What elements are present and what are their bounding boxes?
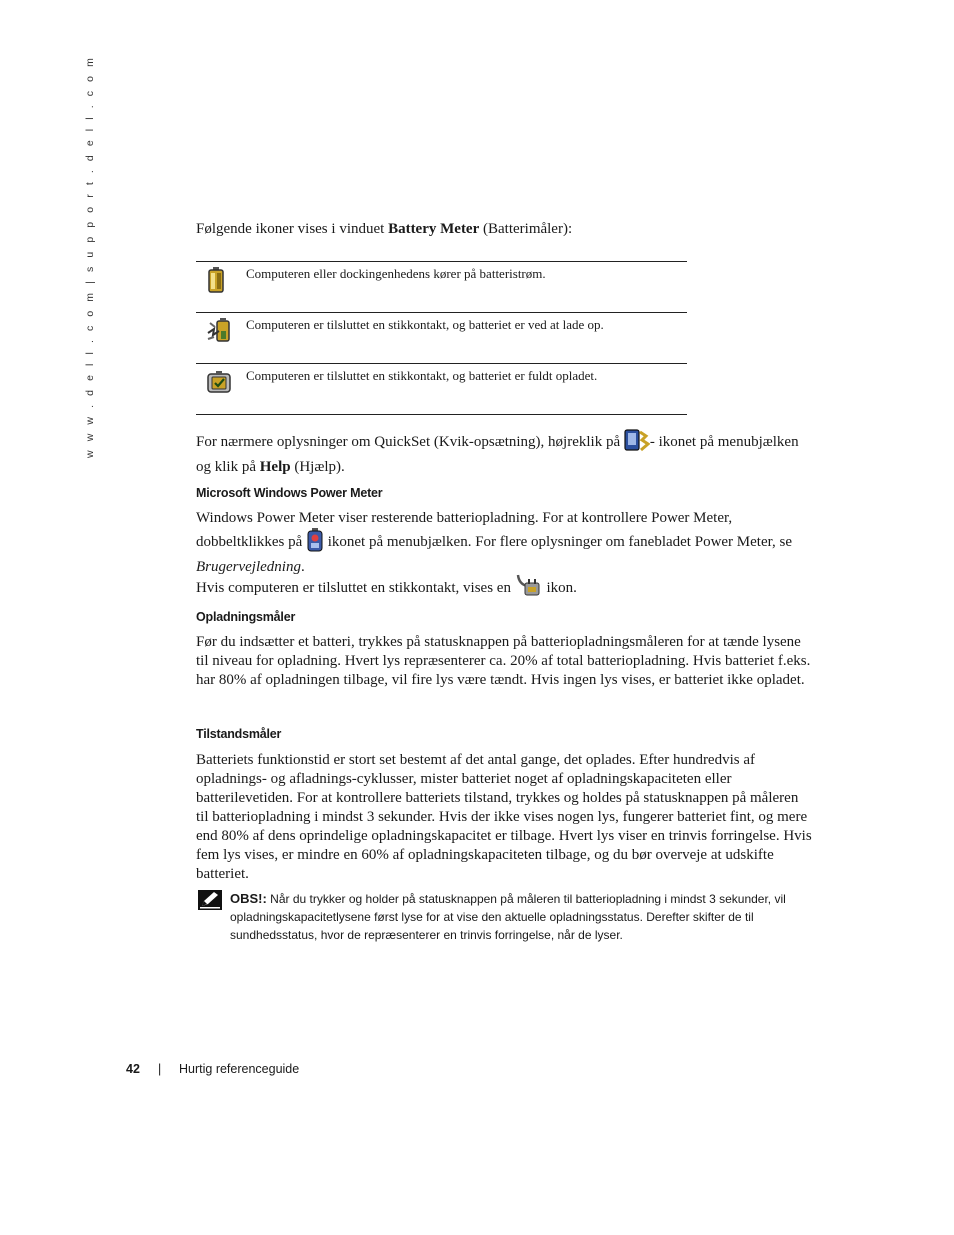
note-body: Når du trykker og holder på statusknappen på måleren til batteriopladning i mindst 3 sekunder, vil opladningskapacitetlysene først lyse for at vise den aktuelle opladningsstatus. Derefter skifter de til sundhedsstatus, hvor de repræsenterer en trinvis forringelse, når de lyser.: [230, 892, 786, 942]
power-plug-paragraph: [196, 572, 812, 604]
footer-separator: |: [158, 1062, 162, 1076]
user-guide-reference: Brugervejledning: [196, 559, 301, 575]
section-heading-charge-gauge: Opladningsmåler: [196, 610, 296, 624]
intro-text: Følgende ikoner vises i vinduet: [196, 221, 389, 237]
note-block: [198, 890, 814, 944]
intro-paragraph: [196, 220, 812, 239]
section-heading-health-gauge: Tilstandsmåler: [196, 727, 282, 741]
icon-cell: [196, 364, 246, 415]
battery-icon: [206, 266, 226, 294]
battery-icon-table: [196, 261, 687, 415]
power-meter-icon: [306, 528, 324, 558]
power-plug-icon: [515, 572, 543, 604]
battery-meter-label: Battery Meter: [388, 221, 480, 237]
table-row: [196, 364, 687, 415]
battery-full-plug-icon: [206, 368, 232, 396]
quickset-text: - ikonet på menubjælken og klik på: [196, 434, 799, 475]
icon-cell: [196, 313, 246, 364]
quickset-text: (Hjælp).: [290, 459, 345, 475]
quickset-text: For nærmere oplysninger om QuickSet (Kvik-opsætning), højreklik på: [196, 434, 624, 450]
health-gauge-text: Batteriets funktionstid er stort set bestemt af det antal gange, det oplades. Efter hundredvis af opladnings- og afladnings-cyklusser, mister batteriet noget af opladningskapaciteten eller batterilevetiden. For at kontrollere batteriets tilstand, trykkes og holdes på statusknappen på måleren til batteriopladning i mindst 3 sekunder. Hvis der ikke vises nogen lys, fungerer batteriet fint, og mere end 80% af dens oprindelige opladningskapacitet er tilbage. Hvert lys viser en trinvis forringelse. Hvis fem lys vises, er mindre en 60% af opladningskapaciteten tilbage, og du bør overveje at udskifte batteriet.: [196, 752, 812, 882]
page-number: 42: [126, 1062, 140, 1076]
help-label: Help: [259, 459, 291, 475]
footer-title: Hurtig referenceguide: [179, 1062, 300, 1076]
section-heading-power-meter: Microsoft Windows Power Meter: [196, 486, 383, 500]
table-row: [196, 313, 687, 364]
note-label: OBS!:: [230, 891, 267, 906]
icon-cell: [196, 262, 246, 313]
power-plug-text: Hvis computeren er tilsluttet en stikkontakt, vises en: [196, 580, 515, 596]
power-meter-text: Windows Power Meter viser resterende batteriopladning. For at kontrollere Power Meter, dobbeltklikkes på: [196, 510, 733, 550]
icon-description: Computeren er tilsluttet en stikkontakt, og batteriet er ved at lade op.: [246, 317, 604, 332]
power-meter-text: ikonet på menubjælken. For flere oplysninger om fanebladet Power Meter, se: [323, 534, 793, 550]
intro-text-end: (Batterimåler):: [479, 221, 573, 237]
note-text: [230, 890, 814, 944]
icon-description: Computeren er tilsluttet en stikkontakt, og batteriet er fuldt opladet.: [246, 368, 598, 383]
charge-gauge-paragraph: [196, 633, 812, 690]
charge-gauge-text: Før du indsætter et batteri, trykkes på statusknappen på batteriopladningsmåleren for at tænde lysene til niveau for opladning. Hvert lys repræsenterer ca. 20% af total batteriopladning. Hvis batteriet f.eks. har 80% af opladningen tilbage, vil fire lys være tændt. Hvis ingen lys vises, er batteriet ikke opladet.: [196, 634, 811, 688]
power-plug-text: ikon.: [542, 580, 577, 596]
battery-charging-icon: [206, 317, 232, 345]
note-pencil-icon: [198, 890, 222, 915]
power-meter-text: .: [300, 559, 305, 575]
quickset-icon: [624, 428, 650, 458]
health-gauge-paragraph: [196, 751, 812, 884]
side-url: w w w . d e l l . c o m | s u p p o r t . d e l l . c o m: [84, 55, 96, 458]
icon-description: Computeren eller dockingenhedens kører på batteristrøm.: [246, 266, 546, 281]
power-meter-paragraph: [196, 509, 812, 577]
quickset-paragraph: [196, 428, 812, 477]
table-row: [196, 262, 687, 313]
